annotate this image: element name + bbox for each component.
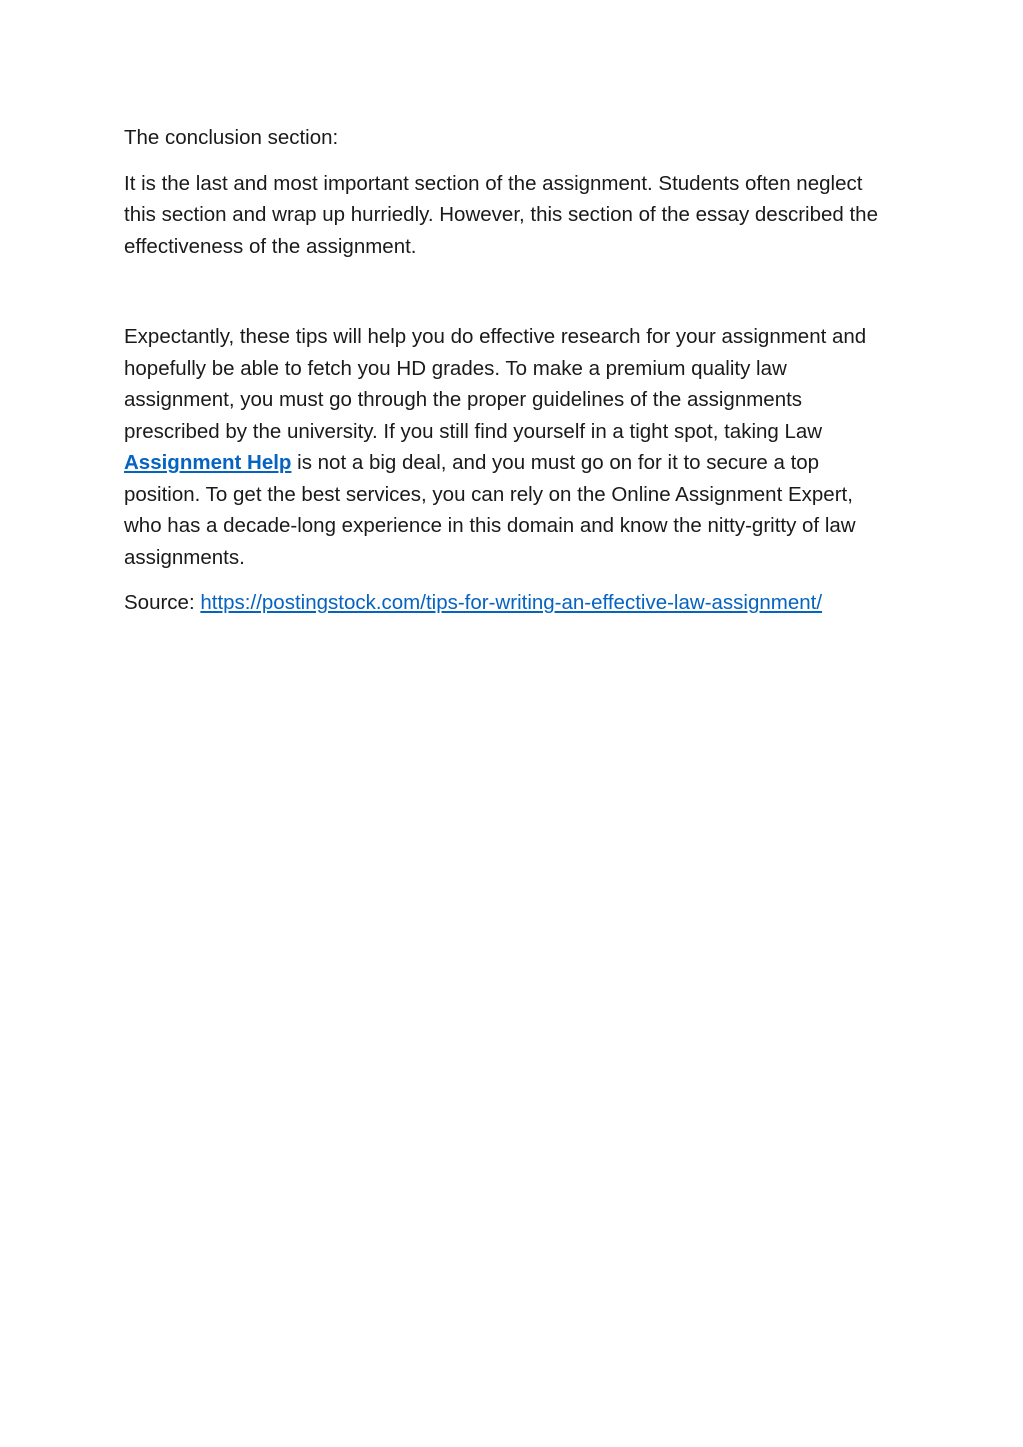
source-label: Source: — [124, 591, 201, 614]
tips-paragraph-text-end: is not a big deal, and you must go on for it to secure a top position. To get the best services, you can rely on the Online Assignment Expert, who has a decade-long experience in this domain and know the nitty-gritty of law assignments. — [124, 451, 856, 569]
conclusion-paragraph: It is the last and most important section of the assignment. Students often neglect this section and wrap up hurriedly. However, this section of the essay described the effectiveness of the assignment. — [124, 171, 878, 258]
source-line — [124, 587, 894, 619]
document-body — [124, 122, 894, 633]
paragraph-spacer — [124, 276, 894, 321]
tips-paragraph — [124, 321, 894, 573]
source-link[interactable]: https://postingstock.com/tips-for-writing-an-effective-law-assignment/ — [200, 591, 823, 614]
tips-paragraph-text-start: Expectantly, these tips will help you do effective research for your assignment and hopefully be able to fetch you HD grades. To make a premium quality law assignment, you must go through the proper guidelines of the assignments prescribed by the university. If you still find yourself in a tight spot, taking Law — [124, 325, 867, 443]
section-heading: The conclusion section: — [124, 126, 339, 149]
assignment-help-link[interactable]: Assignment Help — [124, 451, 292, 474]
